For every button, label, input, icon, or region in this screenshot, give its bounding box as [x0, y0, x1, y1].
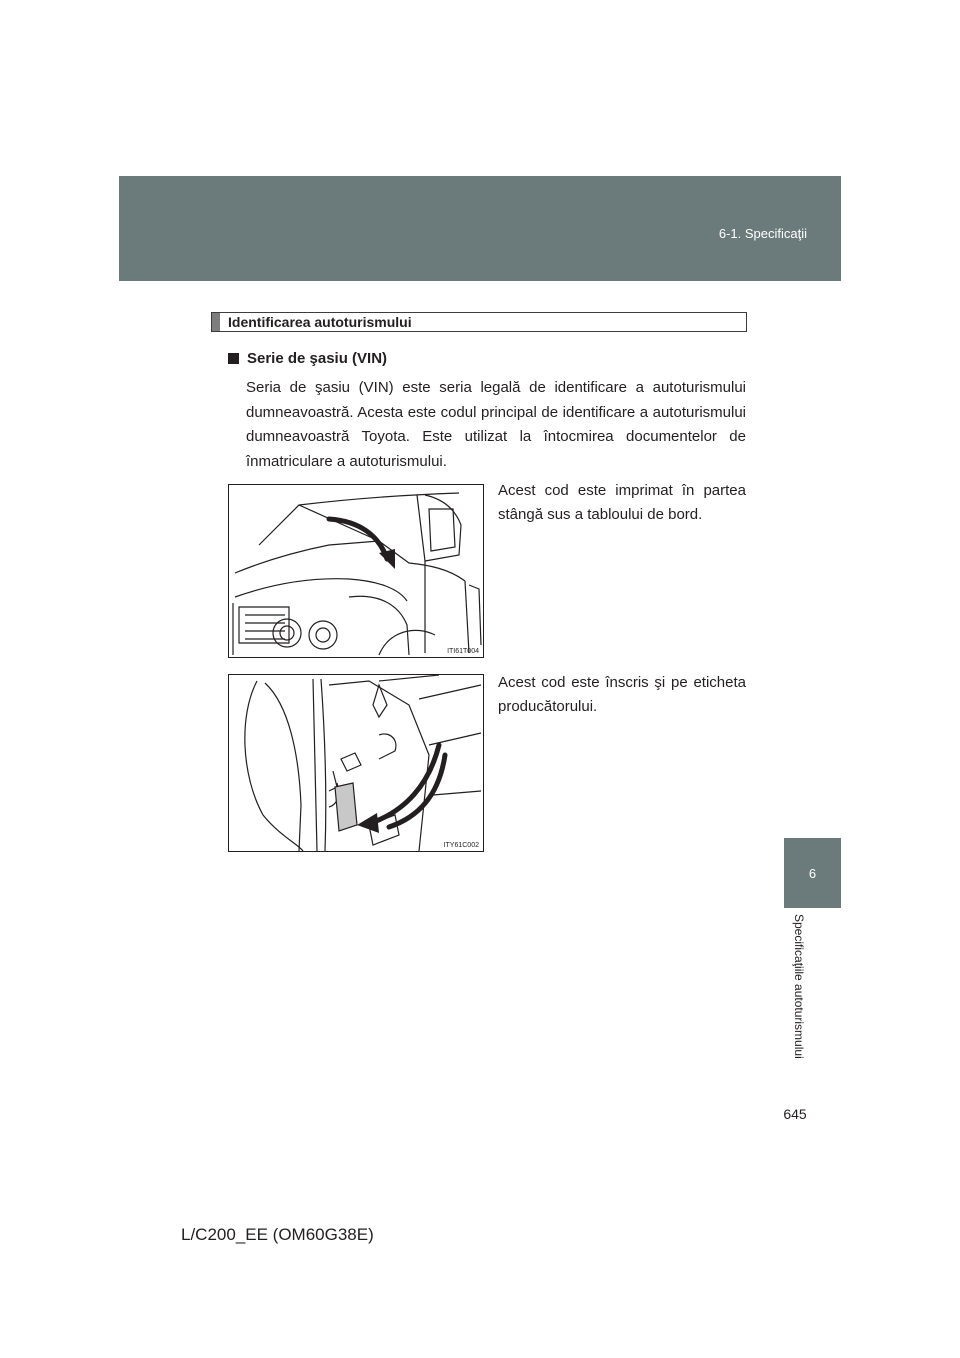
chapter-label	[776, 914, 822, 1124]
chapter-tab	[784, 838, 841, 908]
figure-door-pillar	[228, 674, 484, 852]
section-accent	[212, 313, 220, 331]
figure-caption: Acest cod este înscris şi pe eticheta producătorului.	[498, 674, 746, 715]
windshield-vin-illustration-icon	[229, 485, 483, 657]
section-breadcrumb: 6-1. Specificaţii	[718, 226, 807, 241]
header-band	[119, 176, 841, 281]
chapter-label-text: Specificaţiile autoturismului	[792, 914, 806, 1059]
body-paragraph: Seria de şasiu (VIN) este seria legală de identificare a autoturismului dumneavoastră. Acesta este codul principal de identificare a autoturismului dumneavoastră Toyota. Este utilizat la întocmirea documentelor de înmatriculare a autoturismului.	[246, 379, 746, 470]
figure-caption: Acest cod este imprimat în partea stângă sus a tabloului de bord.	[498, 482, 746, 523]
section-title: Identificarea autoturismului	[228, 314, 412, 330]
square-bullet-icon	[228, 353, 239, 364]
page-number: 645	[783, 1106, 807, 1122]
door-pillar-label-illustration-icon	[229, 675, 483, 851]
figure-code: ITY61C002	[443, 842, 479, 849]
section-title-bar	[211, 312, 747, 332]
figure-windshield	[228, 484, 484, 658]
subheading-text: Serie de şasiu (VIN)	[247, 350, 388, 367]
footer-model-code: L/C200_EE (OM60G38E)	[181, 1225, 374, 1244]
figure-code: ITI61T004	[447, 648, 479, 655]
chapter-number: 6	[808, 866, 817, 881]
subheading	[228, 350, 387, 367]
